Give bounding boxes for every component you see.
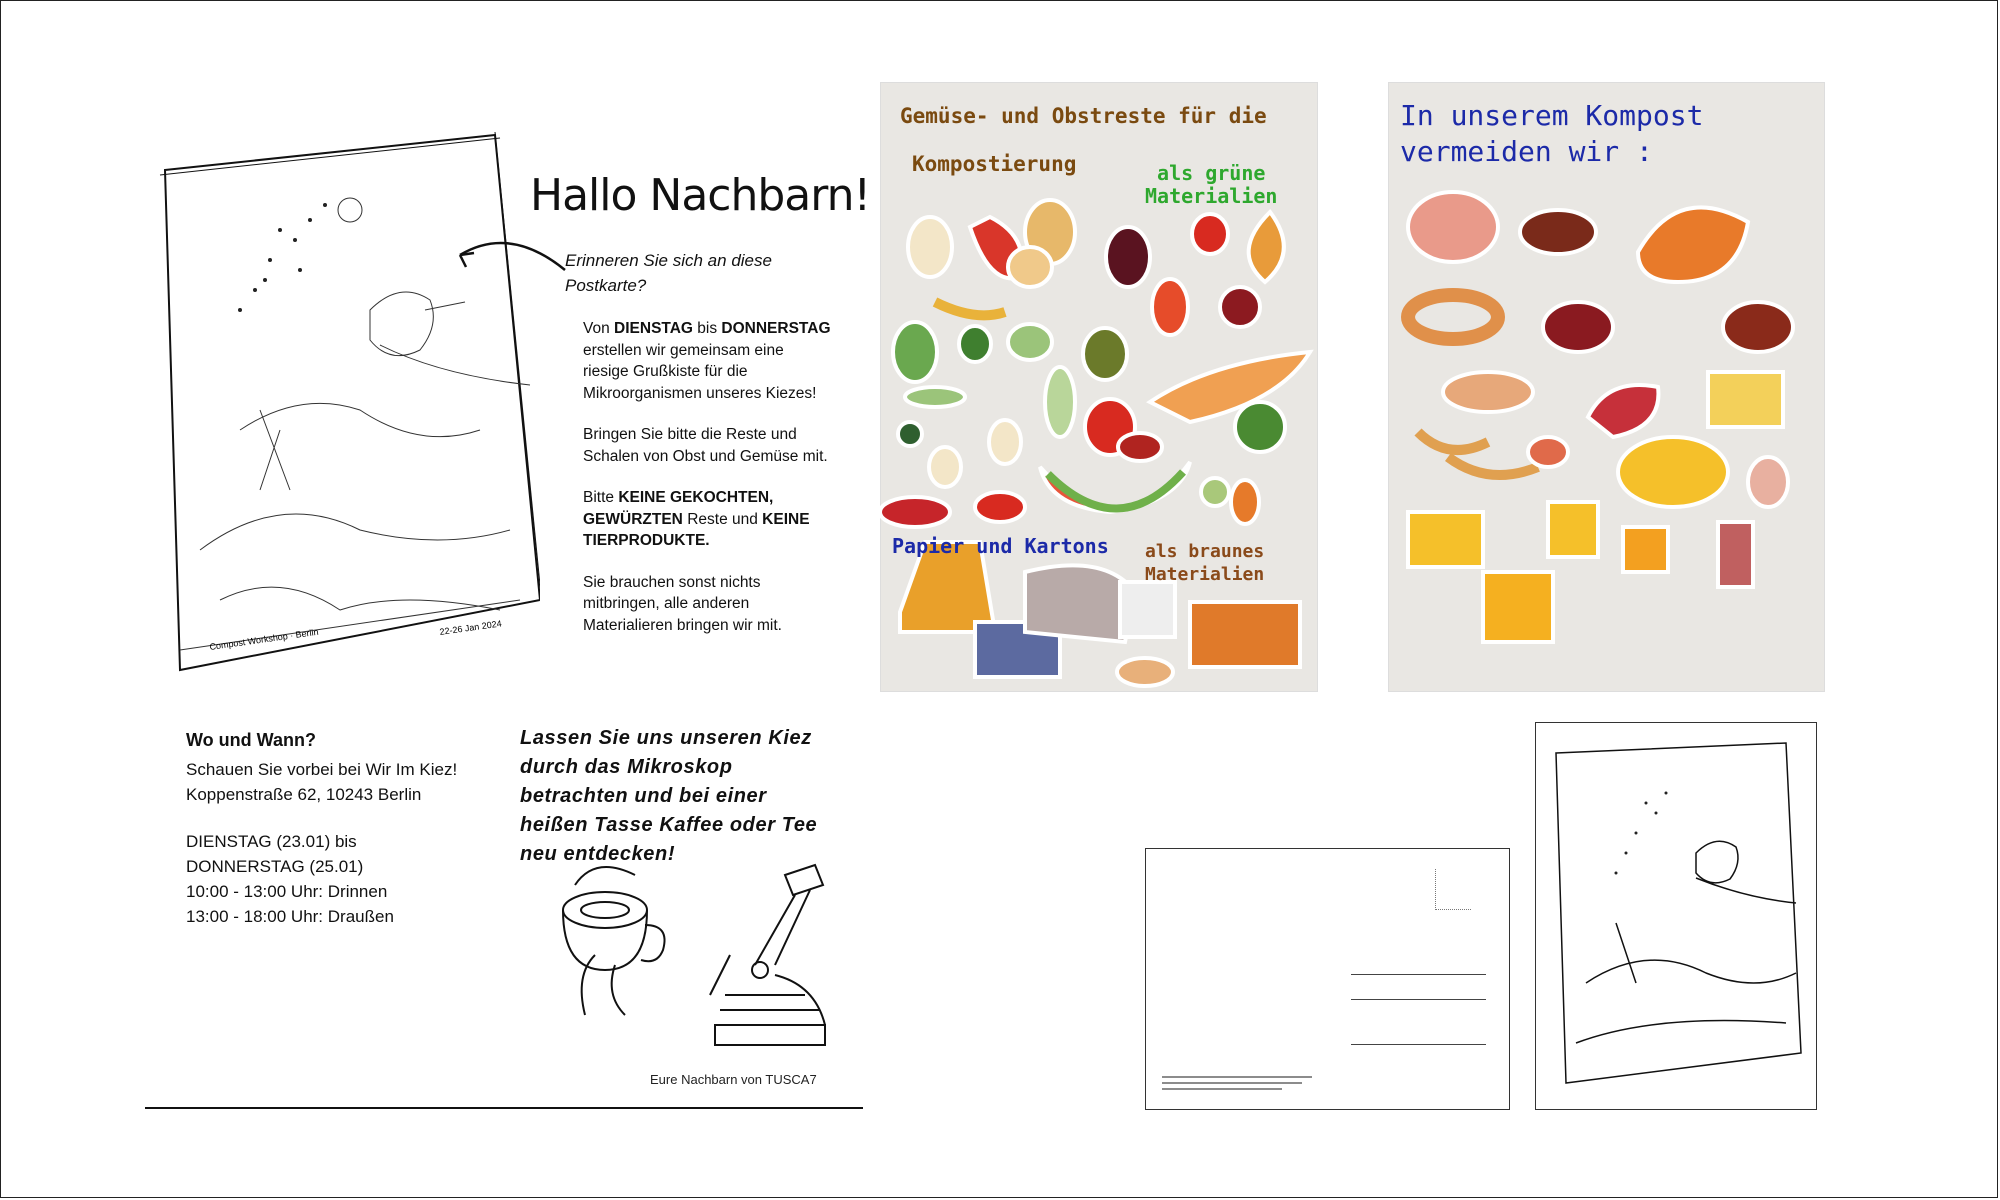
where-heading: Wo und Wann?: [186, 730, 316, 750]
intro-paragraph-no-cooked: Bitte KEINE GEKOCHTEN, GEWÜRZTEN Reste und KEINE TIERPRODUKTE.: [583, 489, 810, 549]
intro-paragraph-bring: Bringen Sie bitte die Reste und Schalen von Obst und Gemüse mit.: [583, 426, 828, 465]
where-when-block: [186, 728, 516, 929]
flyer-intro: [583, 318, 833, 656]
intro-paragraph-dates: Von DIENSTAG bis DONNERSTAG erstellen wir gemeinsam eine riesige Grußkiste für die Mikroorganismen unseres Kiezes!: [583, 320, 831, 402]
avoid-poster-heading: [1400, 98, 1703, 170]
flyer-bottom-rule: [145, 1107, 863, 1109]
sketch-caption: Compost Workshop · Berlin: [208, 626, 320, 652]
green-poster-heading-1: Gemüse- und Obstreste für die: [900, 104, 1267, 128]
sketch-date: 22-26 Jan 2024: [438, 618, 503, 637]
when-line: DONNERSTAG (25.01): [186, 857, 364, 876]
stamp-box: [1435, 869, 1471, 910]
green-poster-paper-heading: Papier und Kartons: [892, 534, 1109, 558]
animal-product-cutouts: [1388, 82, 1825, 692]
where-line: Schauen Sie vorbei bei Wir Im Kiez!: [186, 760, 458, 779]
bird-sketch-illustration: [140, 130, 540, 690]
postcard-question: Erinneren Sie sich an diese Postkarte?: [565, 251, 772, 295]
flyer-title: Hallo Nachbarn!: [530, 170, 871, 221]
postcard-front: [1535, 722, 1817, 1110]
invite-text: Lassen Sie uns unseren Kiez durch das Mikroskop betrachten und bei einer heißen Tasse Kaffee oder Tee neu entdecken!: [520, 727, 818, 865]
green-poster-heading-3: als grüne Materialien: [1145, 161, 1278, 208]
signature: Eure Nachbarn von TUSCA7: [650, 1072, 817, 1087]
avoid-poster-line-1: In unserem Kompost: [1400, 99, 1704, 132]
green-poster-heading-2: Kompostierung: [912, 152, 1077, 176]
address-line: [1351, 974, 1486, 975]
where-address: Koppenstraße 62, 10243 Berlin: [186, 785, 422, 804]
when-line: DIENSTAG (23.01) bis: [186, 832, 357, 851]
poster-green-materials: [880, 82, 1318, 692]
intro-paragraph-materials: Sie brauchen sonst nichts mitbringen, alle anderen Materialieren bringen wir mit.: [583, 573, 782, 634]
coffee-cup-icon: [563, 867, 665, 1015]
coffee-microscope-sketch: [545, 855, 855, 1055]
address-line: [1351, 999, 1486, 1000]
avoid-poster-line-2: vermeiden wir :: [1400, 135, 1653, 168]
microscope-icon: [710, 865, 825, 1045]
bird-sketch-postcard: [1536, 723, 1816, 1109]
when-hours-inside: 10:00 - 13:00 Uhr: Drinnen: [186, 882, 388, 901]
postcard-fineprint: [1160, 1069, 1360, 1099]
when-hours-outside: 13:00 - 18:00 Uhr: Draußen: [186, 907, 394, 926]
address-line: [1351, 1044, 1486, 1045]
arrow-icon: [440, 230, 570, 290]
poster-avoid-items: [1388, 82, 1825, 692]
green-poster-brown-heading: als braunes Materialien: [1145, 541, 1265, 585]
postcard-back: [1145, 848, 1510, 1110]
